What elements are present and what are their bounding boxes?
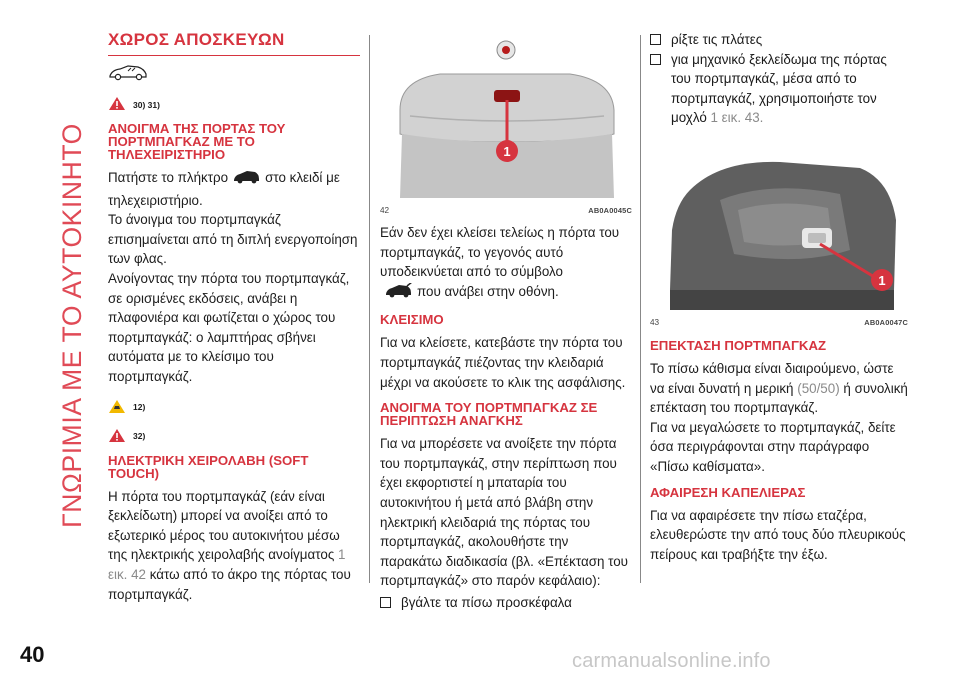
- side-section-title: ΓΝΩΡΙΜΙΑ ΜΕ ΤΟ ΑΥΤΟΚΙΝΗΤΟ: [56, 122, 87, 528]
- paragraph: Για να κλείσετε, κατεβάστε την πόρτα του πορτμπαγκάζ πιέζοντας την κλειδαριά μέχρι να ακούσετε το κλικ της ασφάλισης.: [380, 335, 626, 390]
- heading-trunk-extension: ΕΠΕΚΤΑΣΗ ΠΟΡΤΜΠΑΓΚΑΖ: [650, 337, 827, 353]
- column-1: [108, 30, 360, 604]
- trunk-lever-illustration: [650, 140, 908, 310]
- paragraph: Πατήστε το πλήκτρο στο κλειδί με τηλεχειριστήριο.: [108, 170, 340, 208]
- paragraph: Για να αφαιρέσετε την πίσω εταζέρα, ελευθερώστε την από τους δύο πλευρικούς πείρους και τραβήξτε την έξω.: [650, 507, 906, 562]
- heading-parcel-shelf-removal: ΑΦΑΙΡΕΣΗ ΚΑΠΕΛΙΕΡΑΣ: [650, 484, 806, 500]
- heading-closing: ΚΛΕΙΣΙΜΟ: [380, 312, 444, 328]
- paragraph: Το πίσω κάθισμα είναι διαιρούμενο, ώστε να είναι δυνατή η μερική (50/50) ή συνολική επέκταση του πορτμπαγκάζ.: [650, 360, 908, 416]
- section-title: ΧΩΡΟΣ ΑΠΟΣΚΕΥΩΝ: [108, 30, 360, 56]
- model-icons: [108, 64, 360, 84]
- paragraph: Η πόρτα του πορτμπαγκάζ (εάν είναι ξεκλείδωτη) μπορεί να ανοίξει από το εξωτερικό μέρος του αυτοκινήτου μέσω της ηλεκτρικής χειρολαβής ανοίγματος 1 εικ. 42 κάτω από το άκρο της πόρτας του πορτμπαγκάζ.: [108, 488, 351, 602]
- paragraph: Για να μπορέσετε να ανοίξετε την πόρτα του πορτμπαγκάζ, στην περίπτωση που έχει εκφορτιστεί η μπαταρία του αυτοκινήτου ή μετά από βλάβη στην ηλεκτρική κλειδαριά της πόρτας του πορτμπαγκάζ, ακολουθήστε την παρακάτω διαδικασία (βλ. «Επέκταση του πορτμπαγκάζ» στο παρόν κεφάλαιο):: [380, 436, 628, 589]
- figure-42: [380, 30, 632, 215]
- watermark: carmanualsonline.info: [572, 650, 771, 672]
- paragraph: Το άνοιγμα του πορτμπαγκάζ επισημαίνεται από τη διπλή ενεργοποίηση των φλας.: [108, 212, 358, 267]
- column-divider: [369, 35, 370, 583]
- paragraph: Για να μεγαλώσετε το πορτμπαγκάζ, δείτε όσα περιγράφονται στην παράγραφο «Πίσω καθίσματα».: [650, 419, 896, 474]
- list-item: για μηχανικό ξεκλείδωμα της πόρτας του πορτμπαγκάζ, μέσα από το πορτμπαγκάζ, χρησιμοποιήστε τον μοχλό 1 εικ. 43.: [650, 50, 908, 128]
- warning-reference: 32): [108, 428, 360, 445]
- column-3: [650, 30, 908, 564]
- paragraph: Ανοίγοντας την πόρτα του πορτμπαγκάζ, σε ορισμένες εκδόσεις, ανάβει η πλαφονιέρα και φωτίζεται ο χώρος του πορτμπαγκάζ: ο λαμπτήρας σβήνει αυτόματα με το κλείσιμο του πορτμπαγκάζ.: [108, 270, 350, 384]
- heading-soft-touch: ΗΛΕΚΤΡΙΚΗ ΧΕΙΡΟΛΑΒΗ (SOFT TOUCH): [108, 452, 309, 481]
- note-hand-icon: [108, 399, 126, 416]
- warning-references: 30) 31): [108, 96, 360, 113]
- trunk-handle-illustration: [380, 30, 632, 198]
- heading-emergency-opening: ΑΝΟΙΓΜΑ ΤΟΥ ΠΟΡΤΜΠΑΓΚΑΖ ΣΕ ΠΕΡΙΠΤΩΣΗ ΑΝΑΓΚΗΣ: [380, 400, 598, 429]
- warning-triangle-icon: [108, 428, 126, 445]
- figure-callout-1: 1: [503, 144, 511, 159]
- open-trunk-indicator-icon: [383, 283, 413, 305]
- list-item: ρίξτε τις πλάτες: [650, 30, 908, 50]
- figure-43: [650, 140, 908, 327]
- key-trunk-button-icon: [231, 169, 261, 191]
- column-2: [380, 30, 632, 613]
- heading-remote-opening: ΑΝΟΙΓΜΑ ΤΗΣ ΠΟΡΤΑΣ ΤΟΥ ΠΟΡΤΜΠΑΓΚΑΖ ΜΕ ΤΟ ΤΗΛΕΧΕΙΡΙΣΤΗΡΙΟ: [108, 121, 286, 162]
- column-divider: [640, 35, 641, 583]
- figure-callout-1: 1: [878, 272, 886, 288]
- paragraph: Εάν δεν έχει κλείσει τελείως η πόρτα του πορτμπαγκάζ, το γεγονός αυτό υποδεικνύεται από το σύμβολο που ανάβει στην οθόνη.: [380, 223, 632, 304]
- warning-triangle-icon: [108, 96, 126, 113]
- checkbox-bullet-icon: [650, 34, 661, 45]
- list-item: βγάλτε τα πίσω προσκέφαλα: [380, 593, 632, 613]
- note-reference: 12): [108, 399, 360, 416]
- page-number: 40: [20, 642, 45, 667]
- checkbox-bullet-icon: [380, 597, 391, 608]
- figure-caption: 43 AB0A0047C: [650, 317, 908, 327]
- figure-caption: 42 AB0A0045C: [380, 206, 632, 215]
- checkbox-bullet-icon: [650, 54, 661, 65]
- car-eco-icon: [108, 63, 150, 86]
